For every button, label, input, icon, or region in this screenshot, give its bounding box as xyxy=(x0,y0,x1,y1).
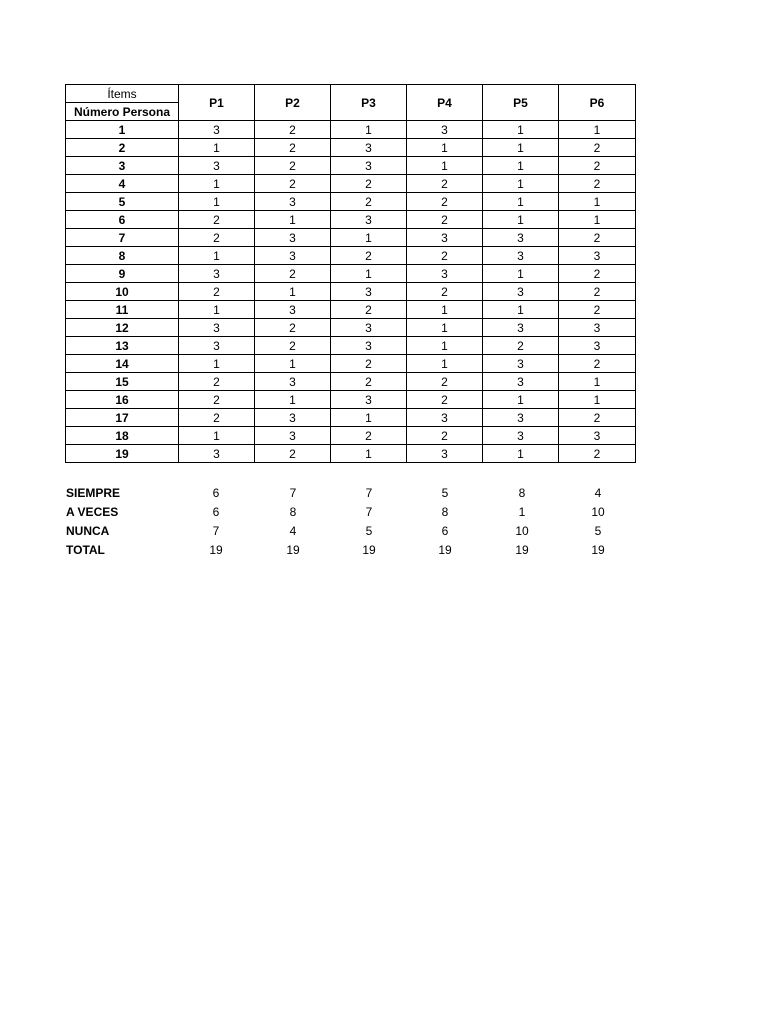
person-number-cell: 13 xyxy=(66,337,179,355)
summary-label: NUNCA xyxy=(66,524,110,538)
summary-value-p3: 5 xyxy=(365,524,373,538)
table-cell-p4: 1 xyxy=(407,139,483,157)
table-cell-p6: 3 xyxy=(559,337,636,355)
person-number-cell: 19 xyxy=(66,445,179,463)
table-cell-p5: 3 xyxy=(483,283,559,301)
column-header-p5: P5 xyxy=(483,85,559,121)
table-body xyxy=(66,121,636,463)
table-cell-p3: 3 xyxy=(331,283,407,301)
table-cell-p6: 2 xyxy=(559,139,636,157)
table-cell-p5: 1 xyxy=(483,301,559,319)
summary-value-p5: 1 xyxy=(518,505,526,519)
table-cell-p1: 3 xyxy=(179,319,255,337)
table-cell-p1: 3 xyxy=(179,157,255,175)
summary-value-p5: 8 xyxy=(518,486,526,500)
table-cell-p5: 1 xyxy=(483,121,559,139)
table-cell-p1: 2 xyxy=(179,283,255,301)
table-row xyxy=(66,211,636,229)
table-cell-p1: 2 xyxy=(179,373,255,391)
table-row xyxy=(66,175,636,193)
table-cell-p2: 2 xyxy=(255,319,331,337)
table-row xyxy=(66,247,636,265)
table-cell-p2: 3 xyxy=(255,409,331,427)
table-cell-p2: 3 xyxy=(255,193,331,211)
summary-value-p6: 4 xyxy=(594,486,602,500)
summary-value-p6: 5 xyxy=(594,524,602,538)
column-header-p2: P2 xyxy=(255,85,331,121)
table-cell-p4: 2 xyxy=(407,283,483,301)
table-cell-p6: 2 xyxy=(559,445,636,463)
person-number-cell: 16 xyxy=(66,391,179,409)
person-number-cell: 17 xyxy=(66,409,179,427)
summary-value-p1: 6 xyxy=(212,486,220,500)
person-number-cell: 14 xyxy=(66,355,179,373)
survey-table-container xyxy=(65,84,636,463)
table-cell-p4: 3 xyxy=(407,265,483,283)
table-cell-p1: 1 xyxy=(179,247,255,265)
table-cell-p5: 1 xyxy=(483,157,559,175)
table-cell-p1: 1 xyxy=(179,355,255,373)
table-cell-p5: 3 xyxy=(483,355,559,373)
summary-value-p4: 19 xyxy=(438,543,452,557)
table-cell-p3: 3 xyxy=(331,319,407,337)
table-cell-p1: 1 xyxy=(179,175,255,193)
table-cell-p1: 2 xyxy=(179,211,255,229)
table-cell-p5: 3 xyxy=(483,247,559,265)
table-cell-p1: 1 xyxy=(179,193,255,211)
table-row xyxy=(66,445,636,463)
table-cell-p3: 3 xyxy=(331,157,407,175)
table-cell-p2: 1 xyxy=(255,391,331,409)
table-cell-p1: 3 xyxy=(179,445,255,463)
table-cell-p2: 3 xyxy=(255,247,331,265)
table-cell-p5: 3 xyxy=(483,319,559,337)
table-cell-p2: 2 xyxy=(255,175,331,193)
person-number-cell: 7 xyxy=(66,229,179,247)
summary-value-p3: 7 xyxy=(365,505,373,519)
person-number-cell: 11 xyxy=(66,301,179,319)
summary-value-p3: 19 xyxy=(362,543,376,557)
table-cell-p2: 3 xyxy=(255,301,331,319)
table-row xyxy=(66,409,636,427)
table-cell-p5: 3 xyxy=(483,427,559,445)
table-cell-p1: 2 xyxy=(179,229,255,247)
summary-value-p2: 19 xyxy=(286,543,300,557)
table-cell-p6: 2 xyxy=(559,229,636,247)
table-cell-p4: 1 xyxy=(407,355,483,373)
table-row xyxy=(66,157,636,175)
table-cell-p5: 1 xyxy=(483,175,559,193)
table-cell-p2: 2 xyxy=(255,445,331,463)
table-cell-p1: 2 xyxy=(179,409,255,427)
table-cell-p4: 1 xyxy=(407,337,483,355)
table-cell-p6: 1 xyxy=(559,193,636,211)
table-cell-p5: 1 xyxy=(483,211,559,229)
table-cell-p5: 1 xyxy=(483,193,559,211)
table-row xyxy=(66,301,636,319)
table-cell-p2: 1 xyxy=(255,355,331,373)
table-cell-p2: 1 xyxy=(255,211,331,229)
summary-value-p2: 4 xyxy=(289,524,297,538)
table-cell-p4: 1 xyxy=(407,301,483,319)
table-cell-p6: 2 xyxy=(559,409,636,427)
person-number-cell: 3 xyxy=(66,157,179,175)
table-cell-p2: 3 xyxy=(255,229,331,247)
table-row xyxy=(66,427,636,445)
table-cell-p4: 3 xyxy=(407,445,483,463)
table-row xyxy=(66,193,636,211)
summary-value-p5: 10 xyxy=(515,524,529,538)
table-cell-p6: 2 xyxy=(559,175,636,193)
summary-label: TOTAL xyxy=(66,543,105,557)
person-number-cell: 1 xyxy=(66,121,179,139)
person-number-cell: 8 xyxy=(66,247,179,265)
summary-value-p6: 10 xyxy=(591,505,605,519)
column-header-p6: P6 xyxy=(559,85,636,121)
table-row xyxy=(66,391,636,409)
summary-label: SIEMPRE xyxy=(66,486,121,500)
table-cell-p6: 2 xyxy=(559,265,636,283)
table-cell-p4: 1 xyxy=(407,157,483,175)
person-number-cell: 15 xyxy=(66,373,179,391)
table-cell-p1: 3 xyxy=(179,265,255,283)
table-cell-p3: 2 xyxy=(331,193,407,211)
table-cell-p4: 2 xyxy=(407,373,483,391)
table-cell-p3: 1 xyxy=(331,229,407,247)
table-cell-p2: 2 xyxy=(255,157,331,175)
person-number-cell: 2 xyxy=(66,139,179,157)
table-cell-p3: 3 xyxy=(331,139,407,157)
table-cell-p3: 3 xyxy=(331,211,407,229)
table-cell-p1: 1 xyxy=(179,301,255,319)
person-number-cell: 9 xyxy=(66,265,179,283)
column-header-p4: P4 xyxy=(407,85,483,121)
person-number-cell: 18 xyxy=(66,427,179,445)
survey-table xyxy=(65,84,636,463)
person-number-cell: 5 xyxy=(66,193,179,211)
table-cell-p6: 1 xyxy=(559,373,636,391)
table-cell-p2: 3 xyxy=(255,427,331,445)
table-cell-p3: 2 xyxy=(331,175,407,193)
table-cell-p5: 3 xyxy=(483,409,559,427)
table-cell-p6: 2 xyxy=(559,283,636,301)
summary-value-p1: 6 xyxy=(212,505,220,519)
column-header-p1: P1 xyxy=(179,85,255,121)
table-cell-p5: 3 xyxy=(483,373,559,391)
table-cell-p4: 2 xyxy=(407,211,483,229)
table-cell-p5: 1 xyxy=(483,445,559,463)
table-cell-p1: 3 xyxy=(179,121,255,139)
table-cell-p3: 2 xyxy=(331,301,407,319)
summary-value-p1: 19 xyxy=(209,543,223,557)
table-cell-p5: 3 xyxy=(483,229,559,247)
table-row xyxy=(66,229,636,247)
table-cell-p1: 1 xyxy=(179,139,255,157)
table-cell-p4: 2 xyxy=(407,427,483,445)
table-cell-p3: 1 xyxy=(331,265,407,283)
table-cell-p5: 1 xyxy=(483,139,559,157)
table-cell-p1: 2 xyxy=(179,391,255,409)
summary-value-p4: 5 xyxy=(441,486,449,500)
table-cell-p6: 2 xyxy=(559,157,636,175)
person-number-cell: 6 xyxy=(66,211,179,229)
table-cell-p3: 2 xyxy=(331,247,407,265)
table-cell-p4: 1 xyxy=(407,319,483,337)
table-cell-p4: 3 xyxy=(407,229,483,247)
table-cell-p5: 1 xyxy=(483,265,559,283)
table-cell-p2: 1 xyxy=(255,283,331,301)
person-number-cell: 12 xyxy=(66,319,179,337)
column-header-p3: P3 xyxy=(331,85,407,121)
table-cell-p3: 1 xyxy=(331,121,407,139)
table-cell-p6: 1 xyxy=(559,211,636,229)
table-cell-p1: 1 xyxy=(179,427,255,445)
table-cell-p4: 3 xyxy=(407,121,483,139)
table-cell-p3: 2 xyxy=(331,355,407,373)
table-cell-p4: 2 xyxy=(407,193,483,211)
table-cell-p6: 1 xyxy=(559,121,636,139)
person-number-cell: 4 xyxy=(66,175,179,193)
table-cell-p3: 3 xyxy=(331,391,407,409)
summary-label: A VECES xyxy=(66,505,119,519)
table-cell-p2: 2 xyxy=(255,121,331,139)
summary-value-p2: 8 xyxy=(289,505,297,519)
table-row xyxy=(66,139,636,157)
summary-value-p2: 7 xyxy=(289,486,297,500)
table-cell-p6: 1 xyxy=(559,391,636,409)
table-row xyxy=(66,283,636,301)
table-cell-p4: 2 xyxy=(407,175,483,193)
summary-value-p3: 7 xyxy=(365,486,373,500)
summary-value-p4: 8 xyxy=(441,505,449,519)
person-number-cell: 10 xyxy=(66,283,179,301)
person-number-label: Número Persona xyxy=(66,103,179,121)
table-cell-p6: 3 xyxy=(559,427,636,445)
table-cell-p5: 1 xyxy=(483,391,559,409)
table-cell-p4: 2 xyxy=(407,391,483,409)
table-row xyxy=(66,121,636,139)
table-row xyxy=(66,337,636,355)
table-cell-p2: 2 xyxy=(255,337,331,355)
summary-value-p6: 19 xyxy=(591,543,605,557)
table-cell-p6: 2 xyxy=(559,301,636,319)
table-cell-p1: 3 xyxy=(179,337,255,355)
table-cell-p3: 1 xyxy=(331,409,407,427)
table-cell-p3: 2 xyxy=(331,373,407,391)
table-cell-p6: 3 xyxy=(559,247,636,265)
summary-value-p4: 6 xyxy=(441,524,449,538)
table-cell-p3: 3 xyxy=(331,337,407,355)
table-cell-p4: 3 xyxy=(407,409,483,427)
summary-value-p5: 19 xyxy=(515,543,529,557)
items-label: Ítems xyxy=(66,85,179,103)
summary-value-p1: 7 xyxy=(212,524,220,538)
table-cell-p6: 2 xyxy=(559,355,636,373)
table-row xyxy=(66,373,636,391)
table-cell-p2: 3 xyxy=(255,373,331,391)
table-cell-p3: 2 xyxy=(331,427,407,445)
table-cell-p2: 2 xyxy=(255,265,331,283)
table-cell-p2: 2 xyxy=(255,139,331,157)
table-cell-p4: 2 xyxy=(407,247,483,265)
table-cell-p6: 3 xyxy=(559,319,636,337)
table-cell-p3: 1 xyxy=(331,445,407,463)
table-row xyxy=(66,319,636,337)
table-row xyxy=(66,355,636,373)
table-row xyxy=(66,265,636,283)
table-cell-p5: 2 xyxy=(483,337,559,355)
header-row-items xyxy=(66,85,636,103)
